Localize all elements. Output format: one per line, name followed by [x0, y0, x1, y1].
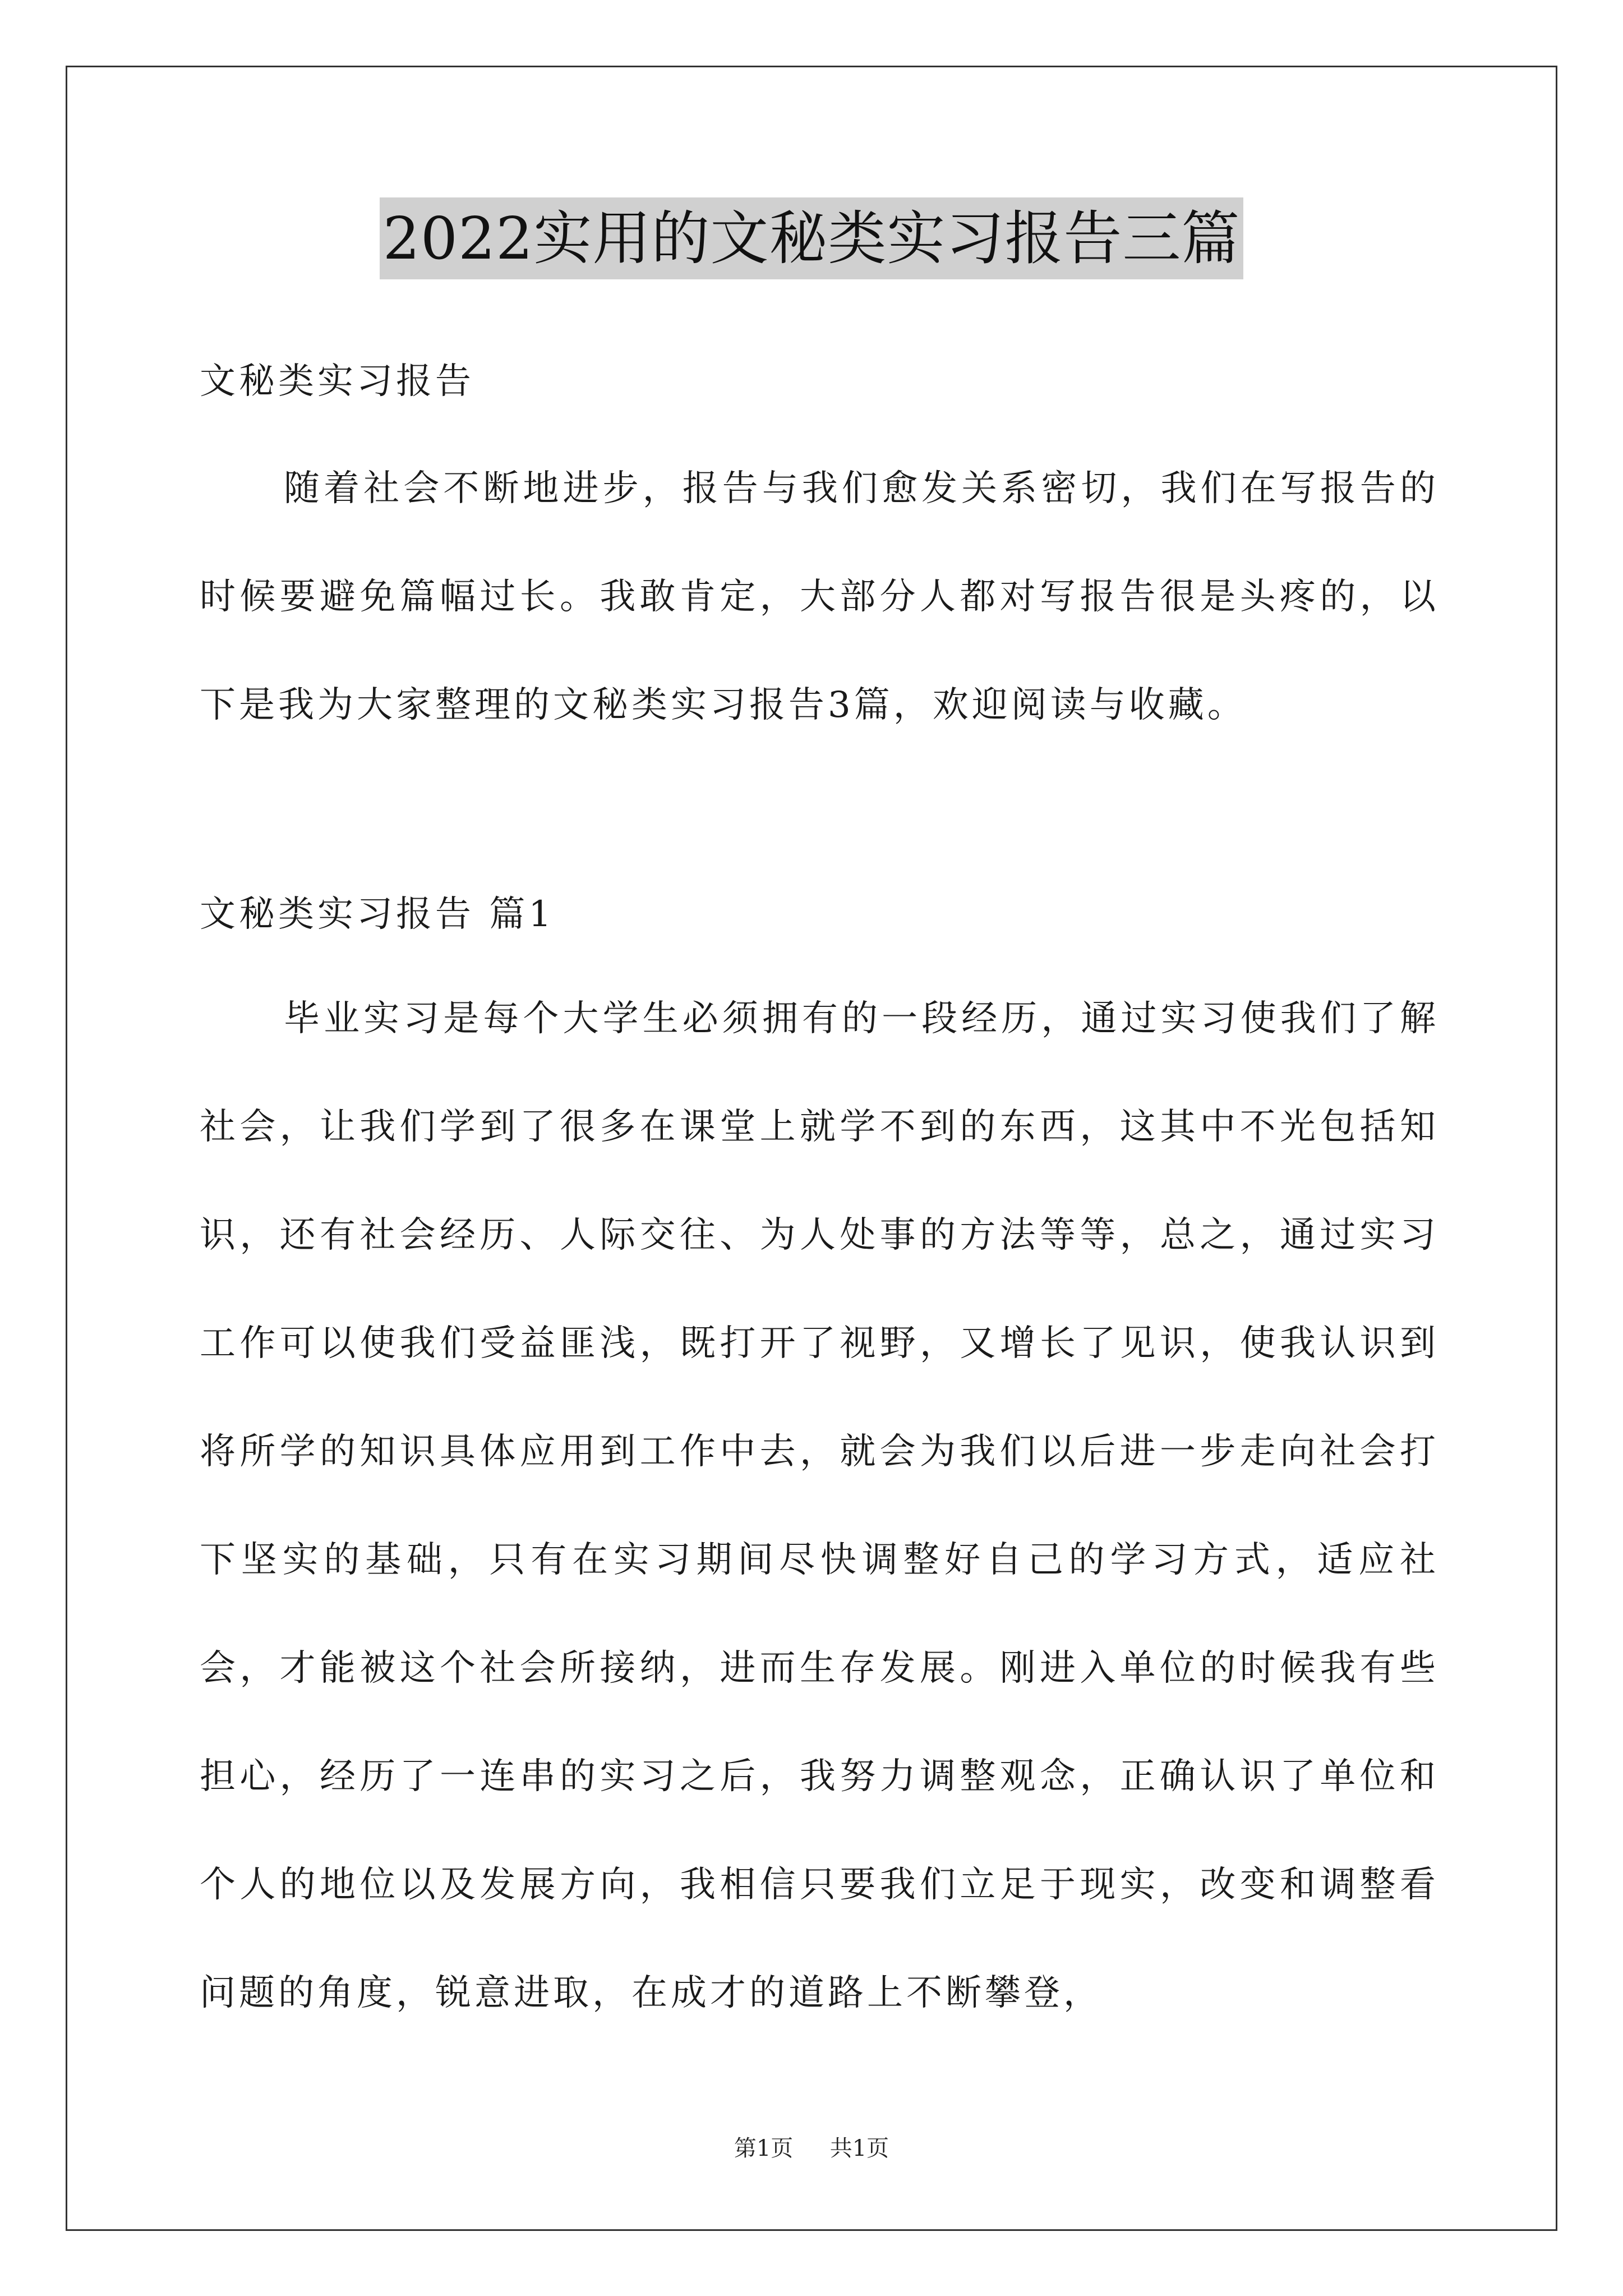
section-heading: 文秘类实习报告 篇1	[200, 894, 555, 935]
intro-paragraph: 随着社会不断地进步，报告与我们愈发关系密切，我们在写报告的时候要避免篇幅过长。我敢肯定，大部分人都对写报告很是头疼的，以下是我为大家整理的文秘类实习报告3篇，欢迎阅读与收藏。	[200, 468, 1439, 726]
intro-heading: 文秘类实习报告	[200, 361, 474, 402]
page-number: 第1页	[734, 2136, 794, 2161]
section-paragraph: 毕业实习是每个大学生必须拥有的一段经历，通过实习使我们了解社会，让我们学到了很多在课堂上就学不到的东西，这其中不光包括知识，还有社会经历、人际交往、为人处事的方法等等，总之，通过实习工作可以使我们受益匪浅，既打开了视野，又增长了见识，使我认识到将所学的知识具体应用到工作中去，就会为我们以后进一步走向社会打下坚实的基础，只有在实习期间尽快调整好自己的学习方式，适应社会，才能被这个社会所接纳，进而生存发展。刚进入单位的时候我有些担心，经历了一连串的实习之后，我努力调整观念，正确认识了单位和个人的地位以及发展方向，我相信只要我们立足于现实，改变和调整看问题的角度，锐意进取，在成才的道路上不断攀登，	[200, 998, 1439, 2014]
title-container	[0, 197, 1623, 279]
page-total: 共1页	[829, 2136, 889, 2161]
page-footer	[0, 2132, 1623, 2165]
document-title: 2022实用的文秘类实习报告三篇	[380, 197, 1244, 279]
